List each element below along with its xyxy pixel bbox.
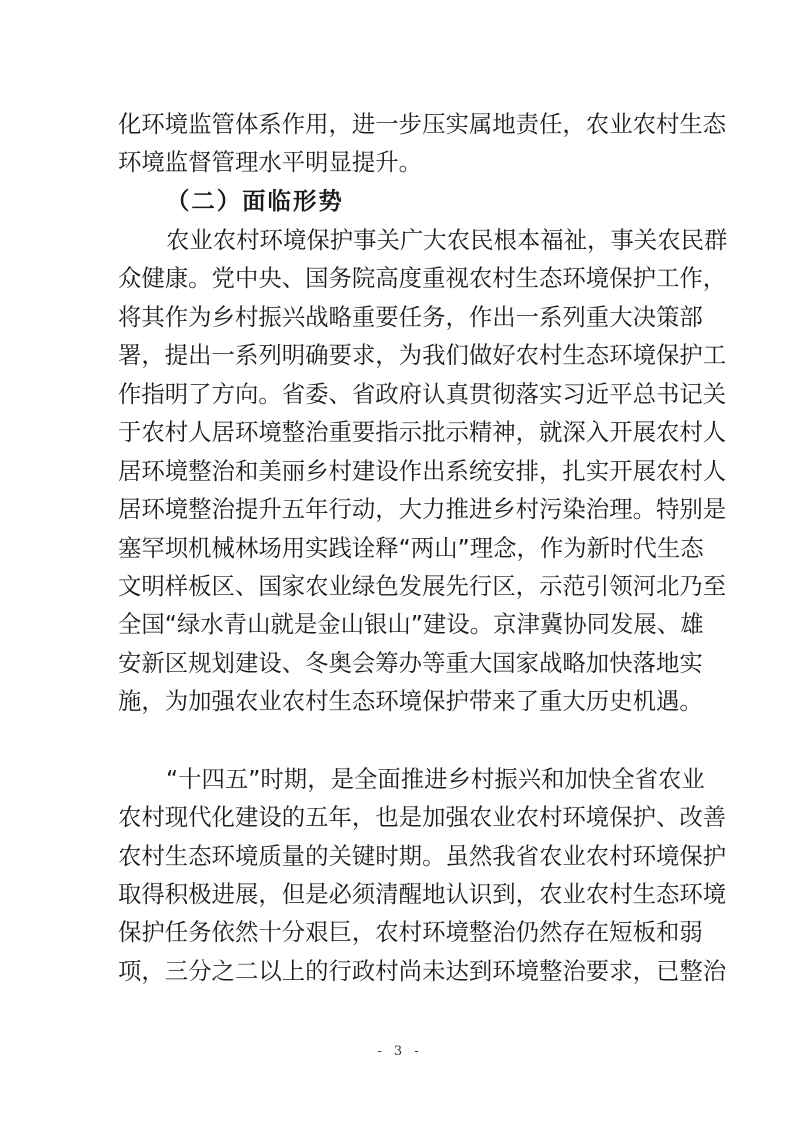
text-line: “十四五”时期，是全面推进乡村振兴和加快全省农业 [166, 765, 705, 793]
text-line: 农村生态环境质量的关键时期。虽然我省农业农村环境保护 [118, 842, 727, 870]
text-line: 环境监督管理水平明显提升。 [118, 148, 423, 176]
page-number: - 3 - [377, 1044, 423, 1059]
text-line: 将其作为乡村振兴战略重要任务，作出一系列重大决策部 [118, 303, 703, 331]
section-heading: （二）面临形势 [166, 187, 344, 215]
text-line: 全国“绿水青山就是金山银山”建设。京津冀协同发展、雄 [118, 610, 704, 638]
text-line: 取得积极进展，但是必须清醒地认识到，农业农村生态环境 [118, 880, 727, 908]
text-line: 农业农村环境保护事关广大农民根本福祉，事关农民群 [166, 226, 728, 254]
text-line: 化环境监管体系作用，进一步压实属地责任，农业农村生态 [118, 110, 727, 138]
text-line: 于农村人居环境整治重要指示批示精神，就深入开展农村人 [118, 418, 727, 446]
text-line: 居环境整治提升五年行动，大力推进乡村污染治理。特别是 [118, 495, 727, 523]
text-line: 施，为加强农业农村生态环境保护带来了重大历史机遇。 [118, 687, 703, 715]
text-line: 项，三分之二以上的行政村尚未达到环境整治要求，已整治 [118, 957, 727, 985]
text-line: 众健康。党中央、国务院高度重视农村生态环境保护工作， [118, 264, 727, 292]
text-line: 保护任务依然十分艰巨，农村环境整治仍然存在短板和弱 [118, 918, 703, 946]
text-line: 署，提出一系列明确要求，为我们做好农村生态环境保护工 [118, 341, 727, 369]
text-line: 塞罕坝机械林场用实践诠释“两山”理念，作为新时代生态 [118, 534, 704, 562]
text-line: 作指明了方向。省委、省政府认真贯彻落实习近平总书记关 [118, 380, 727, 408]
text-line: 居环境整治和美丽乡村建设作出系统安排，扎实开展农村人 [118, 457, 727, 485]
text-line: 安新区规划建设、冬奥会筹办等重大国家战略加快落地实 [118, 649, 703, 677]
text-line: 农村现代化建设的五年，也是加强农业农村环境保护、改善 [118, 803, 727, 831]
text-line: 文明样板区、国家农业绿色发展先行区，示范引领河北乃至 [118, 572, 727, 600]
